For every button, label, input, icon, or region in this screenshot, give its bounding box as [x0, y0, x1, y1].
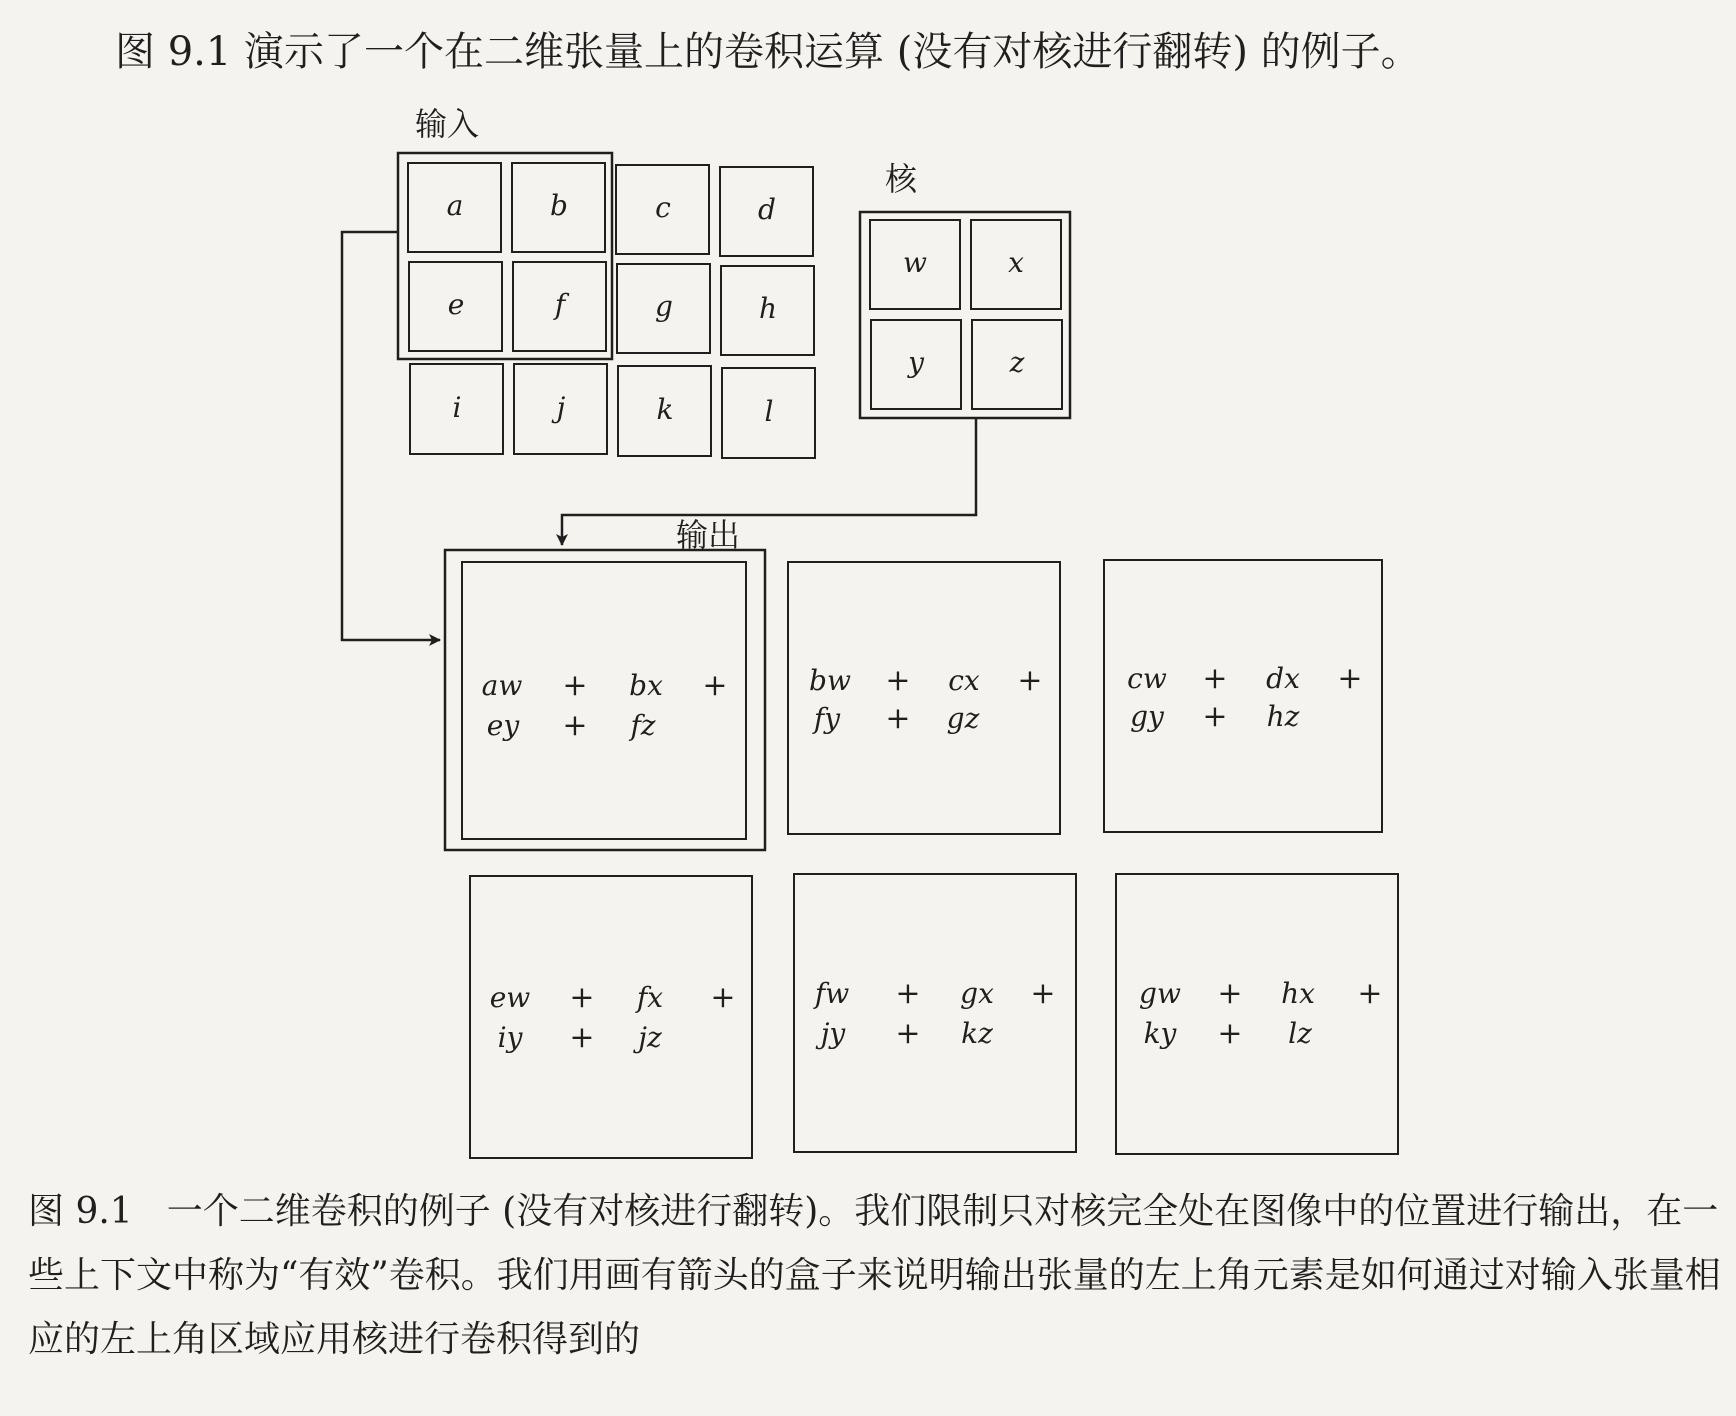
plus-operator: + — [562, 668, 588, 703]
kernel-outline — [860, 212, 1070, 418]
kernel-grid — [860, 212, 1070, 418]
output-grid — [445, 550, 1398, 1158]
input-cell-value: f — [554, 288, 566, 321]
output-cell — [788, 562, 1060, 834]
output-term: gz — [946, 702, 980, 735]
output-term: cw — [1127, 662, 1167, 695]
output-label: 输出 — [676, 516, 741, 554]
output-term: bw — [809, 664, 851, 697]
input-cell-value: l — [764, 395, 774, 428]
output-term: jz — [638, 1021, 662, 1054]
output-term: hx — [1281, 977, 1315, 1010]
output-term: gx — [960, 977, 994, 1010]
plus-operator: + — [895, 976, 921, 1011]
input-cell-value: h — [758, 292, 778, 325]
output-cell — [1116, 874, 1398, 1154]
plus-operator: + — [885, 663, 911, 698]
input-cell-value: b — [550, 189, 568, 222]
output-term: kz — [961, 1017, 993, 1050]
plus-operator: + — [710, 980, 736, 1015]
plus-operator: + — [1202, 661, 1228, 696]
intro-paragraph: 图 9.1 演示了一个在二维张量上的卷积运算 (没有对核进行翻转) 的例子。 — [115, 29, 1421, 75]
plus-operator: + — [1217, 1016, 1243, 1051]
output-term: jy — [820, 1017, 846, 1050]
output-cell — [470, 876, 752, 1158]
caption-number: 图 9.1 — [28, 1191, 133, 1232]
kernel-label: 核 — [885, 160, 918, 198]
kernel-to-output-arrow — [562, 418, 976, 545]
input-cell-value: c — [655, 191, 671, 224]
plus-operator: + — [895, 1016, 921, 1051]
input-cell-value: a — [446, 189, 464, 222]
input-cell-value: j — [556, 391, 566, 424]
plus-operator: + — [1202, 699, 1228, 734]
kernel-cell-value: w — [903, 246, 927, 279]
output-term: bx — [629, 669, 663, 702]
plus-operator: + — [1030, 976, 1056, 1011]
input-cell-value: e — [447, 288, 465, 321]
kernel-cell-value: x — [1008, 246, 1024, 279]
output-term: hz — [1266, 700, 1300, 733]
output-term: fz — [630, 709, 656, 742]
output-term: ew — [489, 981, 531, 1014]
caption-text: 一个二维卷积的例子 (没有对核进行翻转)。我们限制只对核完全处在图像中的位置进行输出，在一些上下文中称为“有效”卷积。我们用画有箭头的盒子来说明输出张量的左上角元素是如何通过对输入张量相应的左上角区域应用核进行卷积得到的 — [28, 1191, 1721, 1360]
input-highlight-region — [398, 153, 612, 359]
output-cell — [794, 874, 1076, 1152]
output-cell — [1104, 560, 1382, 832]
plus-operator: + — [562, 708, 588, 743]
output-term: ky — [1143, 1017, 1177, 1050]
output-term: aw — [481, 669, 523, 702]
figure-caption — [28, 1180, 1728, 1372]
plus-operator: + — [569, 1020, 595, 1055]
output-term: lz — [1288, 1017, 1312, 1050]
output-term: iy — [497, 1021, 523, 1054]
input-to-output-arrow — [342, 232, 440, 640]
input-cell-value: g — [655, 290, 673, 323]
output-term: cx — [948, 664, 980, 697]
output-term: gy — [1130, 700, 1164, 733]
plus-operator: + — [1337, 661, 1363, 696]
kernel-cell-value: z — [1009, 346, 1025, 379]
input-cell-value: k — [656, 393, 674, 426]
plus-operator: + — [702, 668, 728, 703]
output-term: dx — [1266, 662, 1300, 695]
output-term: fx — [636, 981, 664, 1014]
kernel-cell-value: y — [908, 346, 924, 379]
input-label: 输入 — [415, 105, 480, 143]
input-grid — [398, 153, 815, 458]
plus-operator: + — [885, 701, 911, 736]
output-term: ey — [486, 709, 520, 742]
input-cell-value: i — [452, 391, 462, 424]
plus-operator: + — [1357, 976, 1383, 1011]
plus-operator: + — [569, 980, 595, 1015]
output-term: fw — [814, 977, 850, 1010]
plus-operator: + — [1217, 976, 1243, 1011]
output-term: gw — [1139, 977, 1181, 1010]
output-term: fy — [813, 702, 841, 735]
input-cell-value: d — [758, 193, 776, 226]
plus-operator: + — [1017, 663, 1043, 698]
